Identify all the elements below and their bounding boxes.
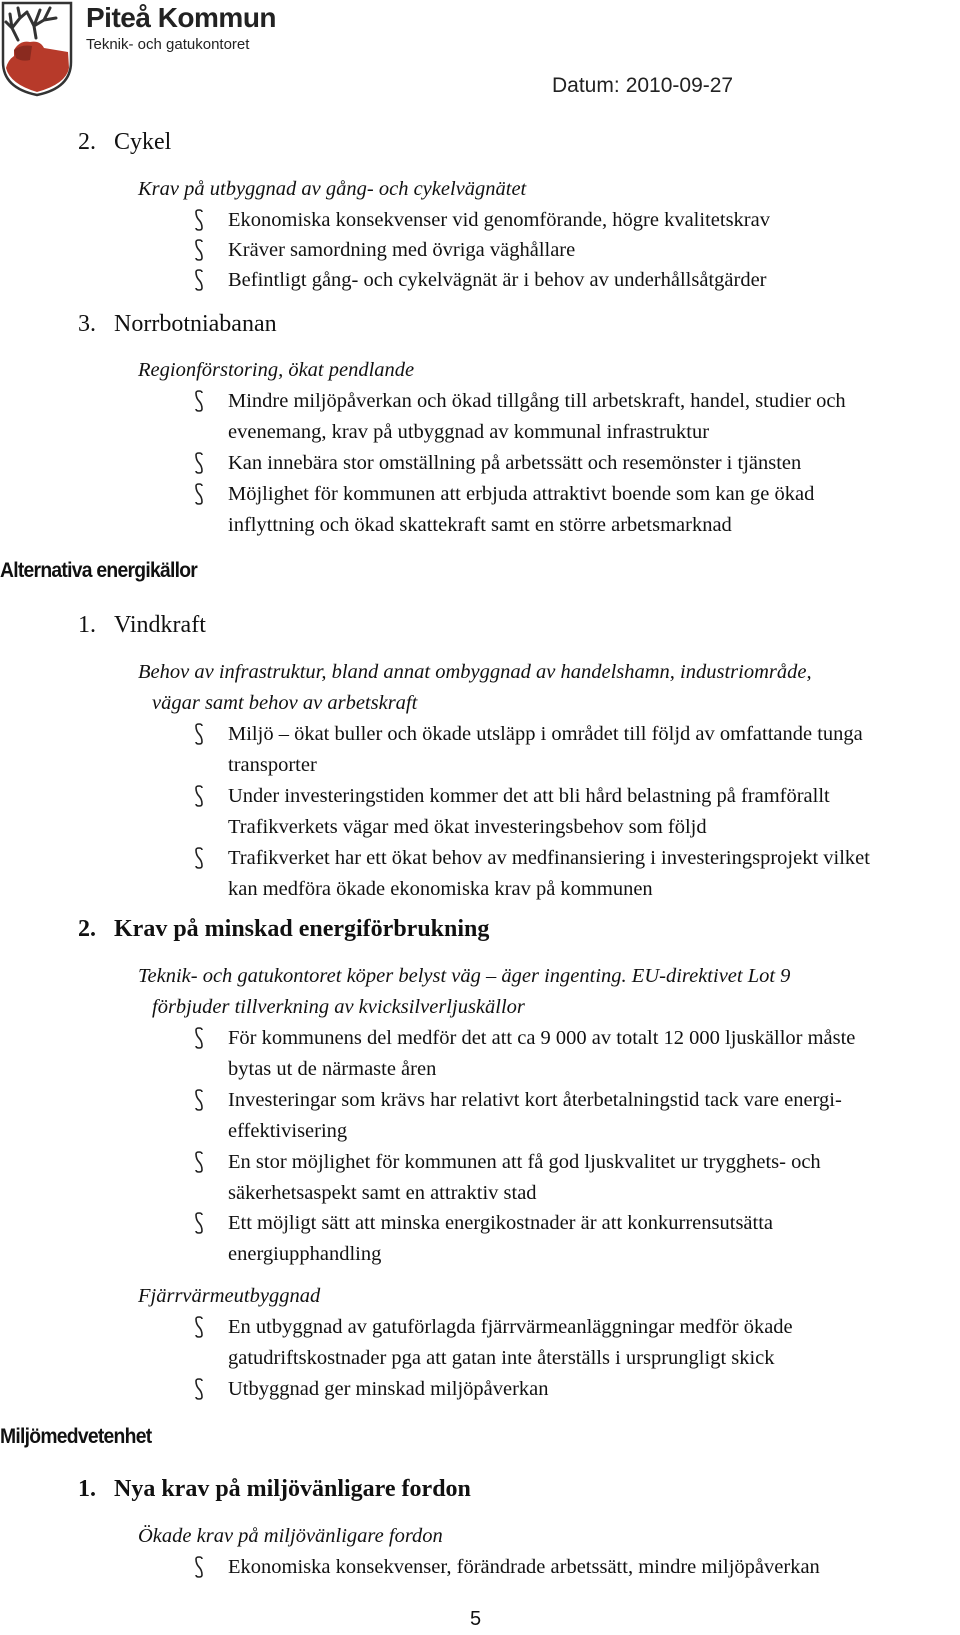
list-item-text: säkerhetsaspekt samt en attraktiv stad — [228, 1182, 537, 1204]
list-item-text: effektivisering — [228, 1120, 348, 1142]
heading-norrbotniabanan — [78, 311, 277, 338]
heading-number: 2. — [78, 129, 96, 155]
heading-miljovanligare-fordon — [78, 1476, 471, 1503]
section-mark-icon — [190, 483, 208, 505]
list-item-text: Ett möjligt sätt att minska energikostnader är att konkurrensutsätta — [228, 1212, 774, 1234]
section-mark-icon — [190, 785, 208, 807]
intro-line: Behov av infrastruktur, bland annat ombyggnad av handelshamn, industriområde, — [138, 661, 812, 683]
list-item-text: Investeringar som krävs har relativt kort återbetalningstid tack vare energi- — [228, 1089, 842, 1111]
heading-title: Nya krav på miljövänligare fordon — [114, 1476, 471, 1502]
section-mark-icon — [190, 269, 208, 291]
section-mark-icon — [190, 1316, 208, 1338]
list-item-text: Kan innebära stor omställning på arbetssätt och resemönster i tjänsten — [228, 452, 802, 474]
section-mark-icon — [190, 1378, 208, 1400]
intro-line: vägar samt behov av arbetskraft — [152, 692, 418, 714]
section-mark-icon — [190, 452, 208, 474]
heading-cykel — [78, 129, 171, 156]
section-mark-icon — [190, 1556, 208, 1578]
section-mark-icon — [190, 723, 208, 745]
org-name: Piteå Kommun — [86, 2, 277, 33]
document-date — [552, 74, 739, 98]
norrbotnia-intro: Regionförstoring, ökat pendlande — [138, 359, 415, 381]
list-item-text: Ekonomiska konsekvenser vid genomförande, högre kvalitetskrav — [228, 209, 770, 231]
date-label: Datum: — [552, 74, 620, 97]
heading-title: Norrbotniabanan — [114, 311, 277, 337]
list-item-text: bytas ut de närmaste åren — [228, 1058, 437, 1080]
heading-title: Vindkraft — [114, 612, 206, 638]
heading-title: Cykel — [114, 129, 172, 155]
section-mark-icon — [190, 847, 208, 869]
section-mark-icon — [190, 1089, 208, 1111]
heading-number: 3. — [78, 311, 96, 337]
reindeer-crest-icon — [0, 0, 74, 97]
energi-intro — [138, 961, 790, 1023]
list-item-text: En stor möjlighet för kommunen att få god ljuskvalitet ur trygghets- och — [228, 1151, 821, 1173]
list-item-text: För kommunens del medför det att ca 9 000 av totalt 12 000 ljuskällor måste — [228, 1027, 856, 1049]
fjarrvarme-intro: Fjärrvärmeutbyggnad — [138, 1285, 321, 1307]
list-item-text: gatudriftskostnader pga att gatan inte återställs i ursprungligt skick — [228, 1347, 775, 1369]
list-item-text: Kräver samordning med övriga väghållare — [228, 239, 576, 261]
list-item-text: Ekonomiska konsekvenser, förändrade arbetssätt, mindre miljöpåverkan — [228, 1556, 820, 1578]
date-value: 2010-09-27 — [625, 74, 734, 97]
section-heading-miljomedvetenhet: Miljömedvetenhet — [0, 1425, 152, 1448]
list-item-text: Utbyggnad ger minskad miljöpåverkan — [228, 1378, 549, 1400]
heading-number: 1. — [78, 612, 96, 638]
list-item-text: En utbyggnad av gatuförlagda fjärrvärmeanläggningar medför ökade — [228, 1316, 793, 1338]
heading-vindkraft — [78, 612, 206, 639]
page-number: 5 — [470, 1608, 482, 1630]
list-item-text: energiupphandling — [228, 1243, 382, 1265]
section-mark-icon — [190, 1212, 208, 1234]
section-heading-alternativa-energikallor: Alternativa energikällor — [0, 559, 198, 582]
section-mark-icon — [190, 1027, 208, 1049]
intro-line: förbjuder tillverkning av kvicksilverljuskällor — [152, 996, 525, 1018]
list-item-text: Befintligt gång- och cykelvägnät är i behov av underhållsåtgärder — [228, 269, 767, 291]
cykel-intro: Krav på utbyggnad av gång- och cykelvägnätet — [138, 178, 527, 200]
list-item-text: Miljö – ökat buller och ökade utsläpp i området till följd av omfattande tunga — [228, 723, 863, 745]
org-subtitle: Teknik- och gatukontoret — [86, 36, 250, 53]
list-item-text: inflyttning och ökad skattekraft samt en större arbetsmarknad — [228, 514, 732, 536]
heading-title: Krav på minskad energiförbrukning — [114, 916, 490, 942]
section-mark-icon — [190, 390, 208, 412]
list-item-text: Mindre miljöpåverkan och ökad tillgång till arbetskraft, handel, studier och — [228, 390, 846, 412]
section-mark-icon — [190, 209, 208, 231]
intro-line: Teknik- och gatukontoret köper belyst väg – äger ingenting. EU-direktivet Lot 9 — [138, 965, 791, 987]
list-item-text: Möjlighet för kommunen att erbjuda attraktivt boende som kan ge ökad — [228, 483, 815, 505]
vindkraft-intro — [138, 657, 812, 719]
list-item-text: transporter — [228, 754, 317, 776]
heading-number: 2. — [78, 916, 96, 942]
list-item-text: Under investeringstiden kommer det att bli hård belastning på framförallt — [228, 785, 830, 807]
section-mark-icon — [190, 239, 208, 261]
section-mark-icon — [190, 1151, 208, 1173]
list-item-text: kan medföra ökade ekonomiska krav på kommunen — [228, 878, 653, 900]
list-item-text: Trafikverkets vägar med ökat investeringsbehov som följd — [228, 816, 707, 838]
heading-energiforbrukning — [78, 916, 489, 943]
list-item-text: evenemang, krav på utbyggnad av kommunal infrastruktur — [228, 421, 710, 443]
list-item-text: Trafikverket har ett ökat behov av medfinansiering i investeringsprojekt vilket — [228, 847, 870, 869]
fordon-intro: Ökade krav på miljövänligare fordon — [138, 1525, 443, 1547]
heading-number: 1. — [78, 1476, 96, 1502]
